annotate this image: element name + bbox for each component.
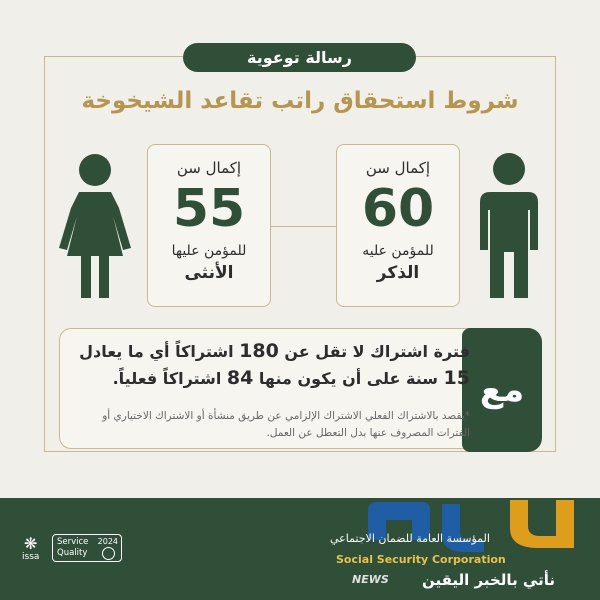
org-name-ar: المؤسسة العامة للضمان الاجتماعي [330, 532, 490, 545]
male-gender: الذكر [376, 263, 420, 283]
male-age: 60 [361, 179, 435, 239]
female-icon [57, 152, 133, 300]
female-age: 55 [172, 179, 246, 239]
org-name-en: Social Security Corporation [336, 553, 506, 566]
male-line2: للمؤمن عليه [362, 243, 434, 259]
news-label: NEWS [352, 573, 389, 586]
info-line1-num: 180 [239, 340, 279, 362]
info-line2-num: 15 [443, 367, 470, 389]
issa-label: issa [22, 552, 40, 562]
card-connector [271, 226, 336, 227]
news-logo-icon [360, 482, 598, 562]
service-quality-badge [52, 534, 122, 562]
info-text [70, 338, 470, 392]
info-note: *يقصد بالاشتراك الفعلي الاشتراك الإلزامي عن طريق منشأة أو الاشتراك الاختياري أو الفترات المصروف عنها بدل التعطل عن العمل. [102, 410, 470, 439]
male-line1: إكمال سن [365, 159, 431, 177]
info-line1-a: فترة اشتراك لا تقل عن [284, 342, 470, 361]
issa-emblem-icon: ❋ [24, 534, 38, 553]
contribution-info [59, 328, 542, 452]
male-age-card [336, 144, 460, 307]
info-line2-b: اشتراكاً فعلياً. [112, 369, 222, 388]
check-icon [102, 547, 115, 560]
female-line2: للمؤمن عليها [171, 243, 247, 259]
female-line1: إكمال سن [176, 159, 242, 177]
info-line1-b: اشتراكاً أي ما يعادل [79, 342, 234, 361]
news-slogan: نأتي بالخبر اليقين [422, 571, 555, 589]
service-quality-label: Service Quality [57, 537, 89, 558]
female-gender: الأنثى [184, 263, 234, 283]
info-line2-num2: 84 [226, 367, 254, 389]
issa-logo [22, 536, 39, 562]
info-line2-a: سنة على أن يكون منها [258, 369, 438, 388]
service-quality-year: 2024 [97, 537, 118, 546]
male-icon [478, 152, 540, 300]
with-badge: مع [462, 328, 542, 452]
female-age-card [147, 144, 271, 307]
page-title: شروط استحقاق راتب تقاعد الشيخوخة [81, 88, 519, 114]
awareness-tag: رسالة توعوية [183, 43, 416, 72]
